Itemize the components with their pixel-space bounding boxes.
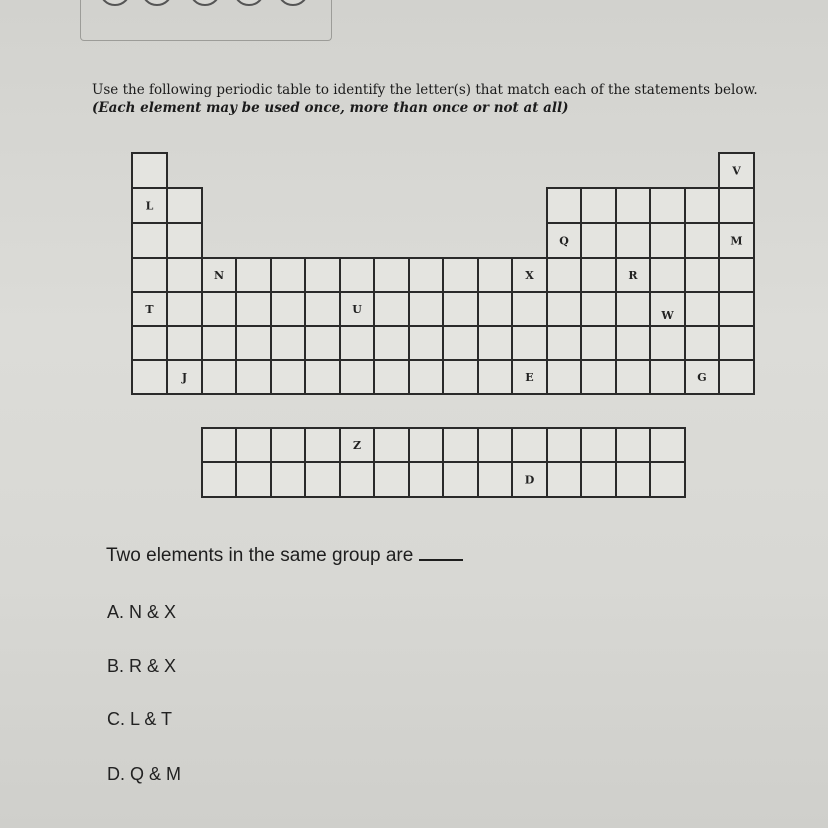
table-cell xyxy=(443,462,478,497)
table-cell xyxy=(202,292,236,326)
table-cell xyxy=(581,188,616,223)
choice-c[interactable]: C. L & T xyxy=(107,709,173,729)
table-cell xyxy=(340,258,374,292)
table-cell xyxy=(167,188,202,223)
table-cell xyxy=(374,292,409,326)
element-label-u: U xyxy=(352,303,362,316)
table-cell xyxy=(581,292,616,326)
element-label-d: D xyxy=(524,473,535,487)
table-cell xyxy=(719,258,754,292)
table-cell xyxy=(547,292,581,326)
table-cell xyxy=(202,428,236,462)
element-label-j: J xyxy=(181,371,188,384)
choice-b[interactable]: B. R & X xyxy=(107,656,177,676)
table-cell xyxy=(305,292,340,326)
table-cell xyxy=(443,360,478,394)
table-cell xyxy=(443,292,478,326)
table-cell xyxy=(478,428,512,462)
element-label-l: L xyxy=(145,199,154,213)
table-cell xyxy=(271,360,305,394)
table-cell xyxy=(581,360,616,394)
table-cell xyxy=(132,258,167,292)
table-cell xyxy=(650,223,685,258)
table-cell xyxy=(305,360,340,394)
table-cell xyxy=(650,360,685,394)
table-cell xyxy=(409,292,443,326)
table-cell xyxy=(547,462,581,497)
table-cell xyxy=(478,360,512,394)
table-cell xyxy=(271,428,305,462)
table-cell xyxy=(167,292,202,326)
table-cell xyxy=(616,223,650,258)
table-cell xyxy=(374,360,409,394)
table-cell xyxy=(409,428,443,462)
table-cell xyxy=(409,360,443,394)
table-cell xyxy=(271,326,305,360)
table-cell xyxy=(374,326,409,360)
table-cell xyxy=(271,258,305,292)
table-cell xyxy=(650,462,685,497)
element-label-e: E xyxy=(525,371,534,384)
table-cell xyxy=(340,326,374,360)
table-cell xyxy=(236,258,271,292)
table-cell xyxy=(547,188,581,223)
table-cell xyxy=(719,188,754,223)
question-text: Two elements in the same group are xyxy=(106,545,414,566)
element-label-x: X xyxy=(525,269,534,282)
table-cell xyxy=(478,462,512,497)
table-cell xyxy=(478,258,512,292)
element-label-m: M xyxy=(730,234,743,248)
table-cell xyxy=(512,292,547,326)
table-cell xyxy=(236,462,271,497)
instructions-line1: Use the following periodic table to identify the letter(s) that match each of the statements below. xyxy=(92,82,758,98)
table-cell xyxy=(547,428,581,462)
table-cell xyxy=(305,462,340,497)
table-cell xyxy=(581,258,616,292)
table-cell xyxy=(202,462,236,497)
table-cell xyxy=(132,223,167,258)
table-cell xyxy=(305,428,340,462)
table-cell xyxy=(305,326,340,360)
table-cell xyxy=(409,462,443,497)
table-cell xyxy=(650,326,685,360)
table-cell xyxy=(443,428,478,462)
table-cell xyxy=(685,258,719,292)
table-cell xyxy=(616,188,650,223)
table-cell xyxy=(616,360,650,394)
table-cell xyxy=(409,326,443,360)
element-label-z: Z xyxy=(352,439,362,452)
element-label-g: G xyxy=(697,371,707,384)
element-label-r: R xyxy=(628,269,638,282)
table-cell xyxy=(202,326,236,360)
table-cell xyxy=(271,292,305,326)
table-cell xyxy=(581,223,616,258)
element-label-v: V xyxy=(732,164,741,178)
table-cell xyxy=(512,326,547,360)
table-cell xyxy=(547,326,581,360)
table-cell xyxy=(478,292,512,326)
choice-a[interactable]: A. N & X xyxy=(107,602,177,622)
table-cell xyxy=(547,258,581,292)
table-cell xyxy=(236,326,271,360)
table-cell xyxy=(581,428,616,462)
element-label-w: W xyxy=(661,309,674,322)
element-label-q: Q xyxy=(559,234,569,248)
table-cell xyxy=(512,428,547,462)
table-cell xyxy=(374,258,409,292)
table-cell xyxy=(719,360,754,394)
table-cell xyxy=(719,326,754,360)
table-cell xyxy=(202,360,236,394)
table-cell xyxy=(236,292,271,326)
table-cell xyxy=(616,462,650,497)
table-cell xyxy=(581,326,616,360)
table-cell xyxy=(685,223,719,258)
question xyxy=(106,545,463,567)
table-cell xyxy=(478,326,512,360)
table-cell xyxy=(167,258,202,292)
table-cell xyxy=(132,360,167,394)
table-cell xyxy=(616,428,650,462)
table-cell xyxy=(616,292,650,326)
table-cell xyxy=(167,326,202,360)
table-cell xyxy=(271,462,305,497)
table-cell xyxy=(340,360,374,394)
table-cell xyxy=(409,258,443,292)
table-cell xyxy=(650,258,685,292)
table-cell xyxy=(581,462,616,497)
table-cell xyxy=(685,292,719,326)
instructions-line2: (Each element may be used once, more than once or not at all) xyxy=(92,100,569,116)
table-cell xyxy=(547,360,581,394)
answer-blank xyxy=(419,559,463,561)
element-label-n: N xyxy=(213,269,225,282)
table-cell xyxy=(305,258,340,292)
table-cell xyxy=(443,258,478,292)
table-cell xyxy=(685,188,719,223)
table-cell xyxy=(616,326,650,360)
table-cell xyxy=(132,153,167,188)
table-cell xyxy=(340,462,374,497)
table-cell xyxy=(132,326,167,360)
table-cell xyxy=(443,326,478,360)
choice-d[interactable]: D. Q & M xyxy=(107,764,182,784)
table-cell xyxy=(685,326,719,360)
table-cell xyxy=(167,223,202,258)
table-cell xyxy=(236,428,271,462)
element-label-t: T xyxy=(145,303,154,316)
table-cell xyxy=(236,360,271,394)
table-cell xyxy=(650,428,685,462)
table-cell xyxy=(719,292,754,326)
table-cell xyxy=(374,462,409,497)
table-cell xyxy=(650,188,685,223)
table-cell xyxy=(374,428,409,462)
